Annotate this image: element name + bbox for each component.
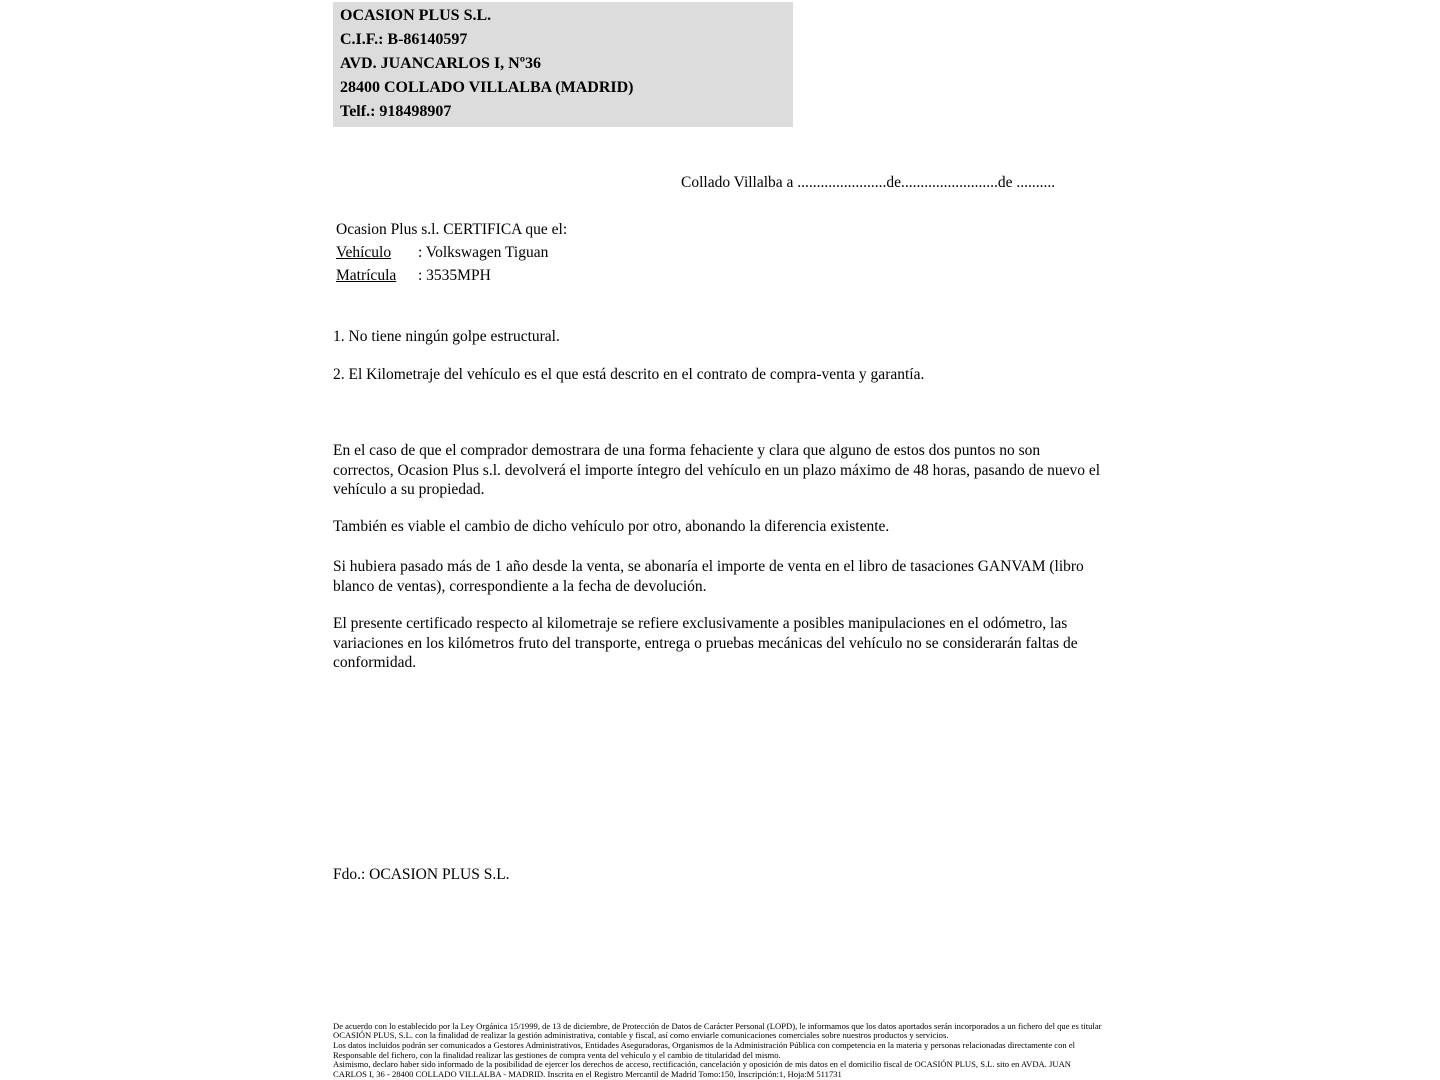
legal-paragraph-data-sharing: Los datos incluidos podrán ser comunicados a Gestores Administrativos, Entidades Aseguradoras, Organismos de la Administración Pública con competencia en la materia y personas relacionadas directamente con el Responsable del fichero, con la finalidad realizar las gestiones de compra venta del vehículo y el cambio de titularidad del mismo. [333,1039,1076,1060]
paragraph-exchange: También es viable el cambio de dicho vehículo por otro, abonando la diferencia existente. [333,517,890,535]
company-city: 28400 COLLADO VILLALBA (MADRID) [340,79,634,96]
plate-line [336,264,1103,287]
company-address: AVD. JUANCARLOS I, Nº36 [340,55,542,72]
company-name: OCASION PLUS S.L. [340,7,492,24]
vehicle-label: Vehículo [336,244,392,261]
vehicle-value: : Volkswagen Tiguan [418,244,549,261]
point-1: 1. No tiene ningún golpe estructural. [333,328,560,345]
certified-points [333,327,1103,384]
legal-paragraph-lopd: De acuerdo con lo establecido por la Ley Orgánica 15/1999, de 13 de diciembre, de Protección de Datos de Carácter Personal (LOPD), le informamos que los datos aportados serán incorporados a un fichero del que es titular OCASIÓN PLUS, S.L. con la finalidad de realizar la gestión administrativa, contable y fiscal, así como enviarle comunicaciones comerciales sobre nuestros productos y servicios. [333,1020,1102,1041]
signature-line: Fdo.: OCASION PLUS S.L. [333,865,510,883]
certify-intro: Ocasion Plus s.l. CERTIFICA que el: [336,221,568,238]
certificate-document [333,0,1103,1080]
company-cif: C.I.F.: B-86140597 [340,31,468,48]
point-2: 2. El Kilometraje del vehículo es el que está descrito en el contrato de compra-venta y garantía. [333,365,925,383]
certification-block [333,218,1103,287]
legal-footer [333,1022,1105,1080]
date-line: Collado Villalba a .......................de.........................de .......... [681,174,1056,191]
legal-paragraph-rights: Asimismo, declaro haber sido informado de la posibilidad de ejercer los derechos de acceso, rectificación, cancelación y oposición de mis datos en el domicilio fiscal de OCASIÓN PLUS, S.L. sito en AVDA. JUAN CARLOS I, 36 - 28400 COLLADO VILLALBA - MADRID. Inscrita en el Registro Mercantil de Madrid Tomo:150, Inscripción:1, Hoja:M 511731 [333,1059,1072,1080]
plate-label: Matrícula [336,267,397,284]
company-header-box [333,2,793,127]
plate-value: : 3535MPH [418,267,491,284]
paragraph-refund: En el caso de que el comprador demostrara de una forma fehaciente y clara que alguno de estos dos puntos no son correctos, Ocasion Plus s.l. devolverá el importe íntegro del vehículo en un plazo máximo de 48 horas, pasando de nuevo el vehículo a su propiedad. [333,442,1101,498]
vehicle-line [336,241,1103,264]
paragraph-ganvam: Si hubiera pasado más de 1 año desde la venta, se abonaría el importe de venta en el libro de tasaciones GANVAM (libro blanco de ventas), correspondiente a la fecha de devolución. [333,558,1084,595]
company-phone: Telf.: 918498907 [340,103,452,120]
paragraph-odometer: El presente certificado respecto al kilometraje se refiere exclusivamente a posibles manipulaciones en el odómetro, las variaciones en los kilómetros fruto del transporte, entrega o pruebas mecánicas del vehículo no se considerarán faltas de conformidad. [333,615,1078,671]
